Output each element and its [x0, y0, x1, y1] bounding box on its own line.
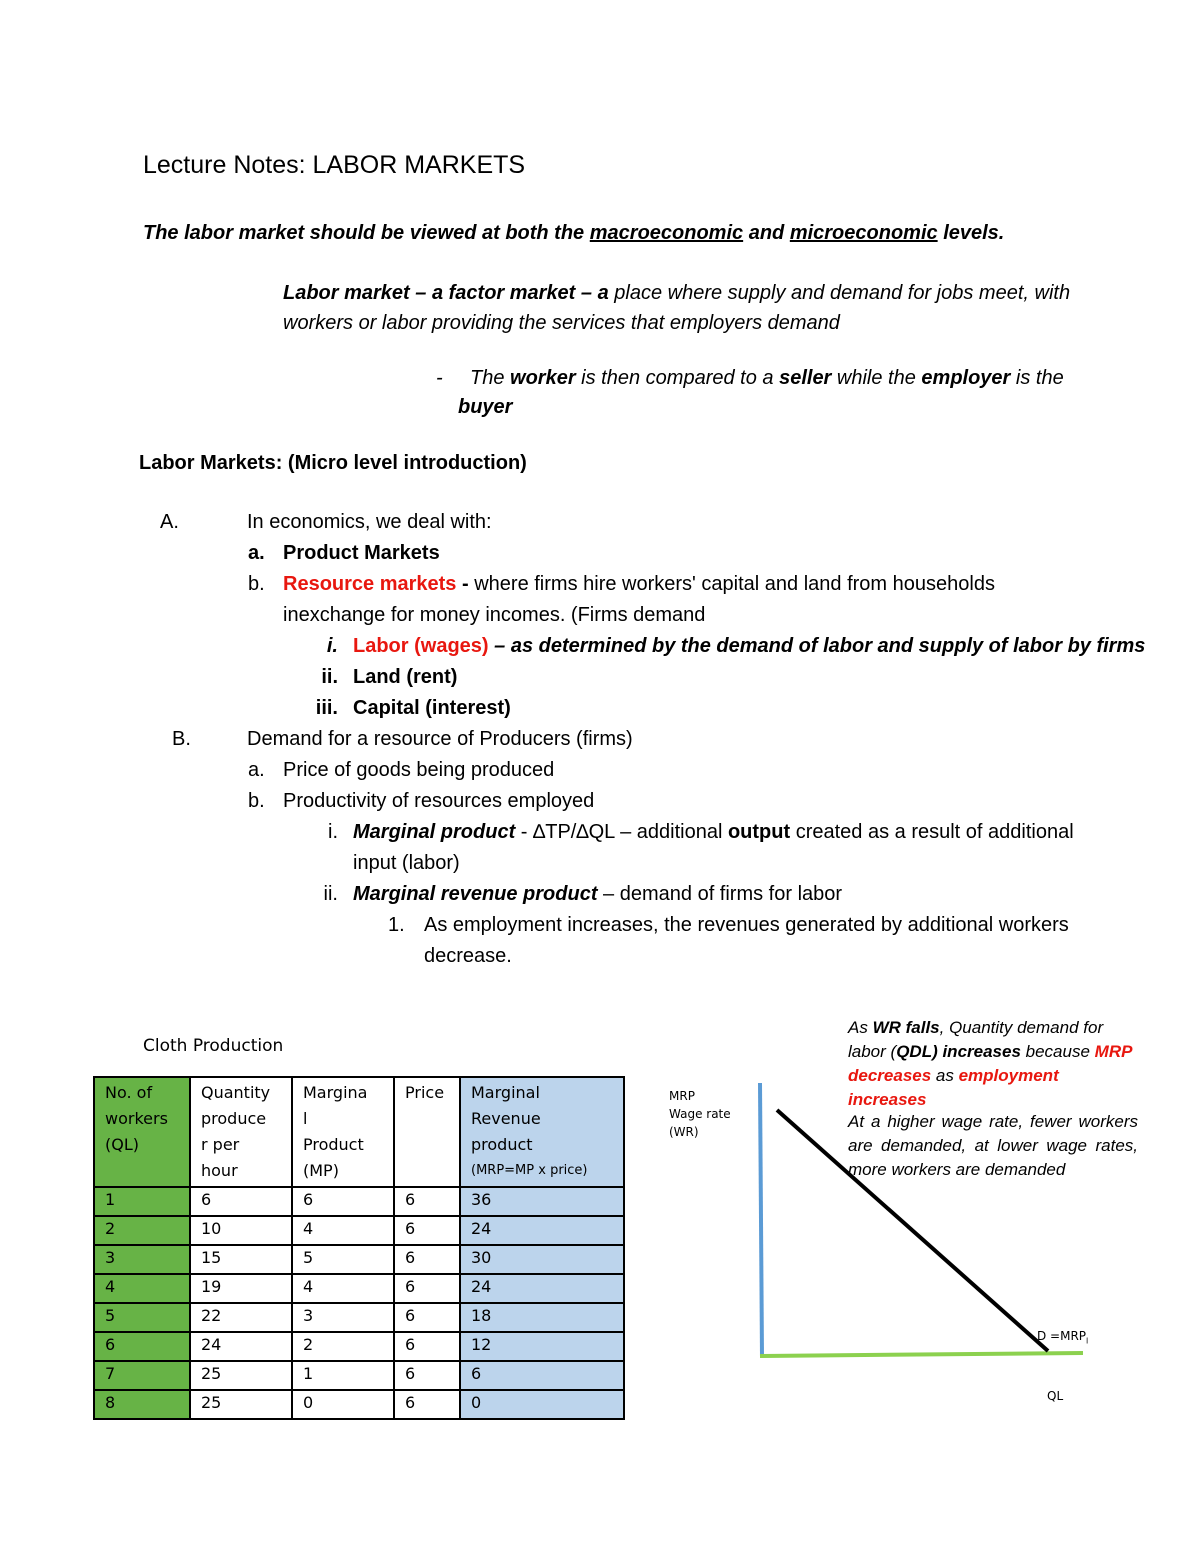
- table-cell: 4: [292, 1216, 394, 1245]
- table-cell: 2: [94, 1216, 190, 1245]
- comparison-p2: is then compared to a: [575, 367, 780, 389]
- ann1-mrp: MRP decreases: [848, 1042, 1132, 1085]
- table-cell: 3: [292, 1303, 394, 1332]
- table-cell: 6: [394, 1245, 460, 1274]
- ann1-qdl: QDL) increases: [896, 1042, 1021, 1061]
- outline-i-red: Labor (wages): [353, 635, 489, 657]
- table-cell: 6: [394, 1390, 460, 1419]
- outline-marker-B: B.: [172, 728, 191, 750]
- definition-text: place where supply and demand for jobs meet, with workers or labor providing the services that employers demand: [283, 282, 1071, 334]
- table-cell: 15: [190, 1245, 292, 1274]
- table-cell: 6: [394, 1361, 460, 1390]
- header-quantity: [190, 1077, 292, 1187]
- outline-Ba-text: Price of goods being produced: [283, 759, 555, 781]
- intro-prefix: The labor market should be viewed at both the: [143, 222, 590, 244]
- outline-marker-ii: ii.: [321, 666, 338, 688]
- outline-A-text: In economics, we deal with:: [247, 511, 492, 533]
- header-mrp-line: product: [471, 1135, 533, 1154]
- outline-iii-text: Capital (interest): [353, 697, 511, 719]
- table-cell: 1: [94, 1187, 190, 1216]
- outline-marker-Ab: b.: [248, 573, 265, 595]
- outline-marker-Bbii: ii.: [323, 883, 338, 905]
- outline-marker-Bbi: i.: [328, 821, 338, 843]
- section-heading: Labor Markets: (Micro level introduction): [139, 452, 527, 474]
- header-workers-line: workers: [105, 1109, 168, 1128]
- curve-label: [1037, 1328, 1088, 1349]
- comparison-p1: The: [470, 367, 511, 389]
- header-price-line: Price: [405, 1083, 445, 1102]
- table-cell: 4: [94, 1274, 190, 1303]
- outline-marker-Ba: a.: [248, 759, 265, 781]
- labor-market-definition: [283, 278, 1143, 338]
- comparison-seller: seller: [779, 367, 832, 389]
- outline-Bb-text: Productivity of resources employed: [283, 790, 595, 812]
- x-axis: [760, 1353, 1083, 1356]
- x-axis-label: QL: [1047, 1389, 1064, 1403]
- table-header-row: [94, 1077, 624, 1187]
- y-axis-label-3: (WR): [669, 1125, 699, 1139]
- comparison-p3: while the: [831, 367, 922, 389]
- table-cell: 0: [460, 1390, 624, 1419]
- table-cell: 12: [460, 1332, 624, 1361]
- page-title: Lecture Notes: LABOR MARKETS: [143, 151, 526, 179]
- outline-Bbii-text: – demand of firms for labor: [597, 883, 843, 905]
- table-cell: 6: [394, 1332, 460, 1361]
- table-cell: 4: [292, 1274, 394, 1303]
- outline-Ab-dash: -: [456, 573, 475, 595]
- graph-annotation-2: At a higher wage rate, fewer workers are demanded, at lower wage rates, more workers are demanded: [848, 1112, 1138, 1179]
- header-mrp-line: (MRP=MP x price): [471, 1163, 588, 1178]
- outline-B-text: Demand for a resource of Producers (firms): [247, 728, 633, 750]
- cloth-production-table: [93, 1076, 625, 1420]
- table-row: [94, 1216, 624, 1245]
- table-row: [94, 1274, 624, 1303]
- outline-Bbi-text2: created as a result of additional: [790, 821, 1074, 843]
- table-cell: 18: [460, 1303, 624, 1332]
- outline-Ab-text: where firms hire workers' capital and land from households: [474, 573, 995, 595]
- table-cell: 6: [292, 1187, 394, 1216]
- header-mp-line: (MP): [303, 1161, 339, 1180]
- outline-marker-iii: iii.: [315, 697, 338, 719]
- header-mp-line: Margina: [303, 1083, 368, 1102]
- table-cell: 6: [394, 1187, 460, 1216]
- comparison-line: [470, 366, 1130, 390]
- header-mrp: [460, 1077, 624, 1187]
- outline-1-text2: decrease.: [424, 945, 512, 967]
- table-cell: 1: [292, 1361, 394, 1390]
- table-cell: 6: [394, 1274, 460, 1303]
- table-cell: 6: [94, 1332, 190, 1361]
- curve-label-sub: l: [1086, 1336, 1089, 1346]
- y-axis-label-2: Wage rate: [669, 1107, 731, 1121]
- table-cell: 5: [94, 1303, 190, 1332]
- table-cell: 3: [94, 1245, 190, 1274]
- outline-marker-Aa: a.: [248, 542, 265, 564]
- outline-Bbi-text3: input (labor): [353, 852, 460, 874]
- comparison-employer: employer: [921, 367, 1011, 389]
- outline-i-text: – as determined by the demand of labor and supply of labor by firms: [488, 635, 1146, 657]
- header-workers: [94, 1077, 190, 1187]
- outline-Ab-red: Resource markets: [283, 573, 457, 595]
- table-cell: 6: [190, 1187, 292, 1216]
- table-cell: 24: [190, 1332, 292, 1361]
- table-cell: 24: [460, 1274, 624, 1303]
- outline-marker-Bb: b.: [248, 790, 265, 812]
- header-workers-line: (QL): [105, 1135, 139, 1154]
- intro-suffix: levels.: [937, 222, 1005, 244]
- outline-marker-1: 1.: [388, 914, 405, 936]
- intro-and: and: [743, 222, 790, 244]
- outline-Ab-line: [283, 572, 1163, 596]
- intro-micro: microeconomic: [789, 222, 938, 244]
- table-row: [94, 1303, 624, 1332]
- table-cell: 6: [394, 1216, 460, 1245]
- header-mp: [292, 1077, 394, 1187]
- header-mrp-line: Revenue: [471, 1109, 541, 1128]
- outline-1-text: As employment increases, the revenues generated by additional workers: [424, 914, 1069, 936]
- curve-label-text: D =MRP: [1037, 1329, 1087, 1343]
- header-quantity-line: hour: [201, 1161, 238, 1180]
- intro-macro: macroeconomic: [589, 222, 744, 244]
- table-row: [94, 1390, 624, 1419]
- table-cell: 25: [190, 1390, 292, 1419]
- header-quantity-line: Quantity: [201, 1083, 271, 1102]
- table-cell: 22: [190, 1303, 292, 1332]
- ann1-p3: because: [1020, 1042, 1095, 1061]
- outline-Bbi-line: [353, 820, 1153, 844]
- table-row: [94, 1187, 624, 1216]
- graph-annotation-1: [848, 1016, 1138, 1112]
- outline-Bbi-term: Marginal product: [353, 821, 516, 843]
- table-cell: 30: [460, 1245, 624, 1274]
- outline-ii-text: Land (rent): [353, 666, 458, 688]
- outline-marker-i: i.: [326, 635, 338, 657]
- header-workers-line: No. of: [105, 1083, 153, 1102]
- table-cell: 19: [190, 1274, 292, 1303]
- definition-term: Labor market – a factor market – a: [283, 282, 609, 304]
- header-price: [394, 1077, 460, 1187]
- table-cell: 24: [460, 1216, 624, 1245]
- table-cell: 6: [460, 1361, 624, 1390]
- comparison-dash: -: [436, 367, 443, 389]
- comparison-p4: is the: [1010, 367, 1064, 389]
- header-quantity-line: produce: [201, 1109, 267, 1128]
- outline-i-line: [353, 634, 1193, 658]
- table-row: [94, 1332, 624, 1361]
- table-cell: 25: [190, 1361, 292, 1390]
- header-quantity-line: r per: [201, 1135, 240, 1154]
- table-cell: 7: [94, 1361, 190, 1390]
- table-cell: 2: [292, 1332, 394, 1361]
- ann1-wr: WR falls: [872, 1018, 940, 1037]
- outline-Bbi-output: output: [727, 821, 791, 843]
- table-title: Cloth Production: [143, 1036, 284, 1056]
- header-mp-line: Product: [303, 1135, 364, 1154]
- table-cell: 0: [292, 1390, 394, 1419]
- y-axis: [760, 1083, 762, 1357]
- table-cell: 36: [460, 1187, 624, 1216]
- outline-Bbii-line: [353, 882, 842, 906]
- ann1-p1: As: [848, 1018, 873, 1037]
- y-axis-label-1: MRP: [669, 1089, 695, 1103]
- comparison-buyer: buyer: [458, 396, 513, 418]
- outline-Bbi-text1: – additional: [614, 821, 728, 843]
- table-cell: 10: [190, 1216, 292, 1245]
- intro-sentence: [143, 222, 1004, 245]
- table-cell: 8: [94, 1390, 190, 1419]
- comparison-worker: worker: [510, 367, 576, 389]
- ann1-p4: as: [931, 1066, 959, 1085]
- ann1-emp: employment increases: [848, 1066, 1059, 1109]
- outline-Bbii-term: Marginal revenue product: [353, 883, 598, 905]
- header-mp-line: l: [303, 1109, 308, 1128]
- ann1-p2: , Quantity demand for labor (: [848, 1018, 1104, 1061]
- outline-Bbi-formula: - ∆TP/∆QL: [515, 821, 615, 843]
- table-row: [94, 1361, 624, 1390]
- table-cell: 5: [292, 1245, 394, 1274]
- outline-marker-A: A.: [160, 511, 179, 533]
- outline-Aa-text: Product Markets: [283, 542, 440, 564]
- table-row: [94, 1245, 624, 1274]
- header-mrp-line: Marginal: [471, 1083, 540, 1102]
- table-cell: 6: [394, 1303, 460, 1332]
- outline-Ab-text2: inexchange for money incomes. (Firms demand: [283, 604, 706, 626]
